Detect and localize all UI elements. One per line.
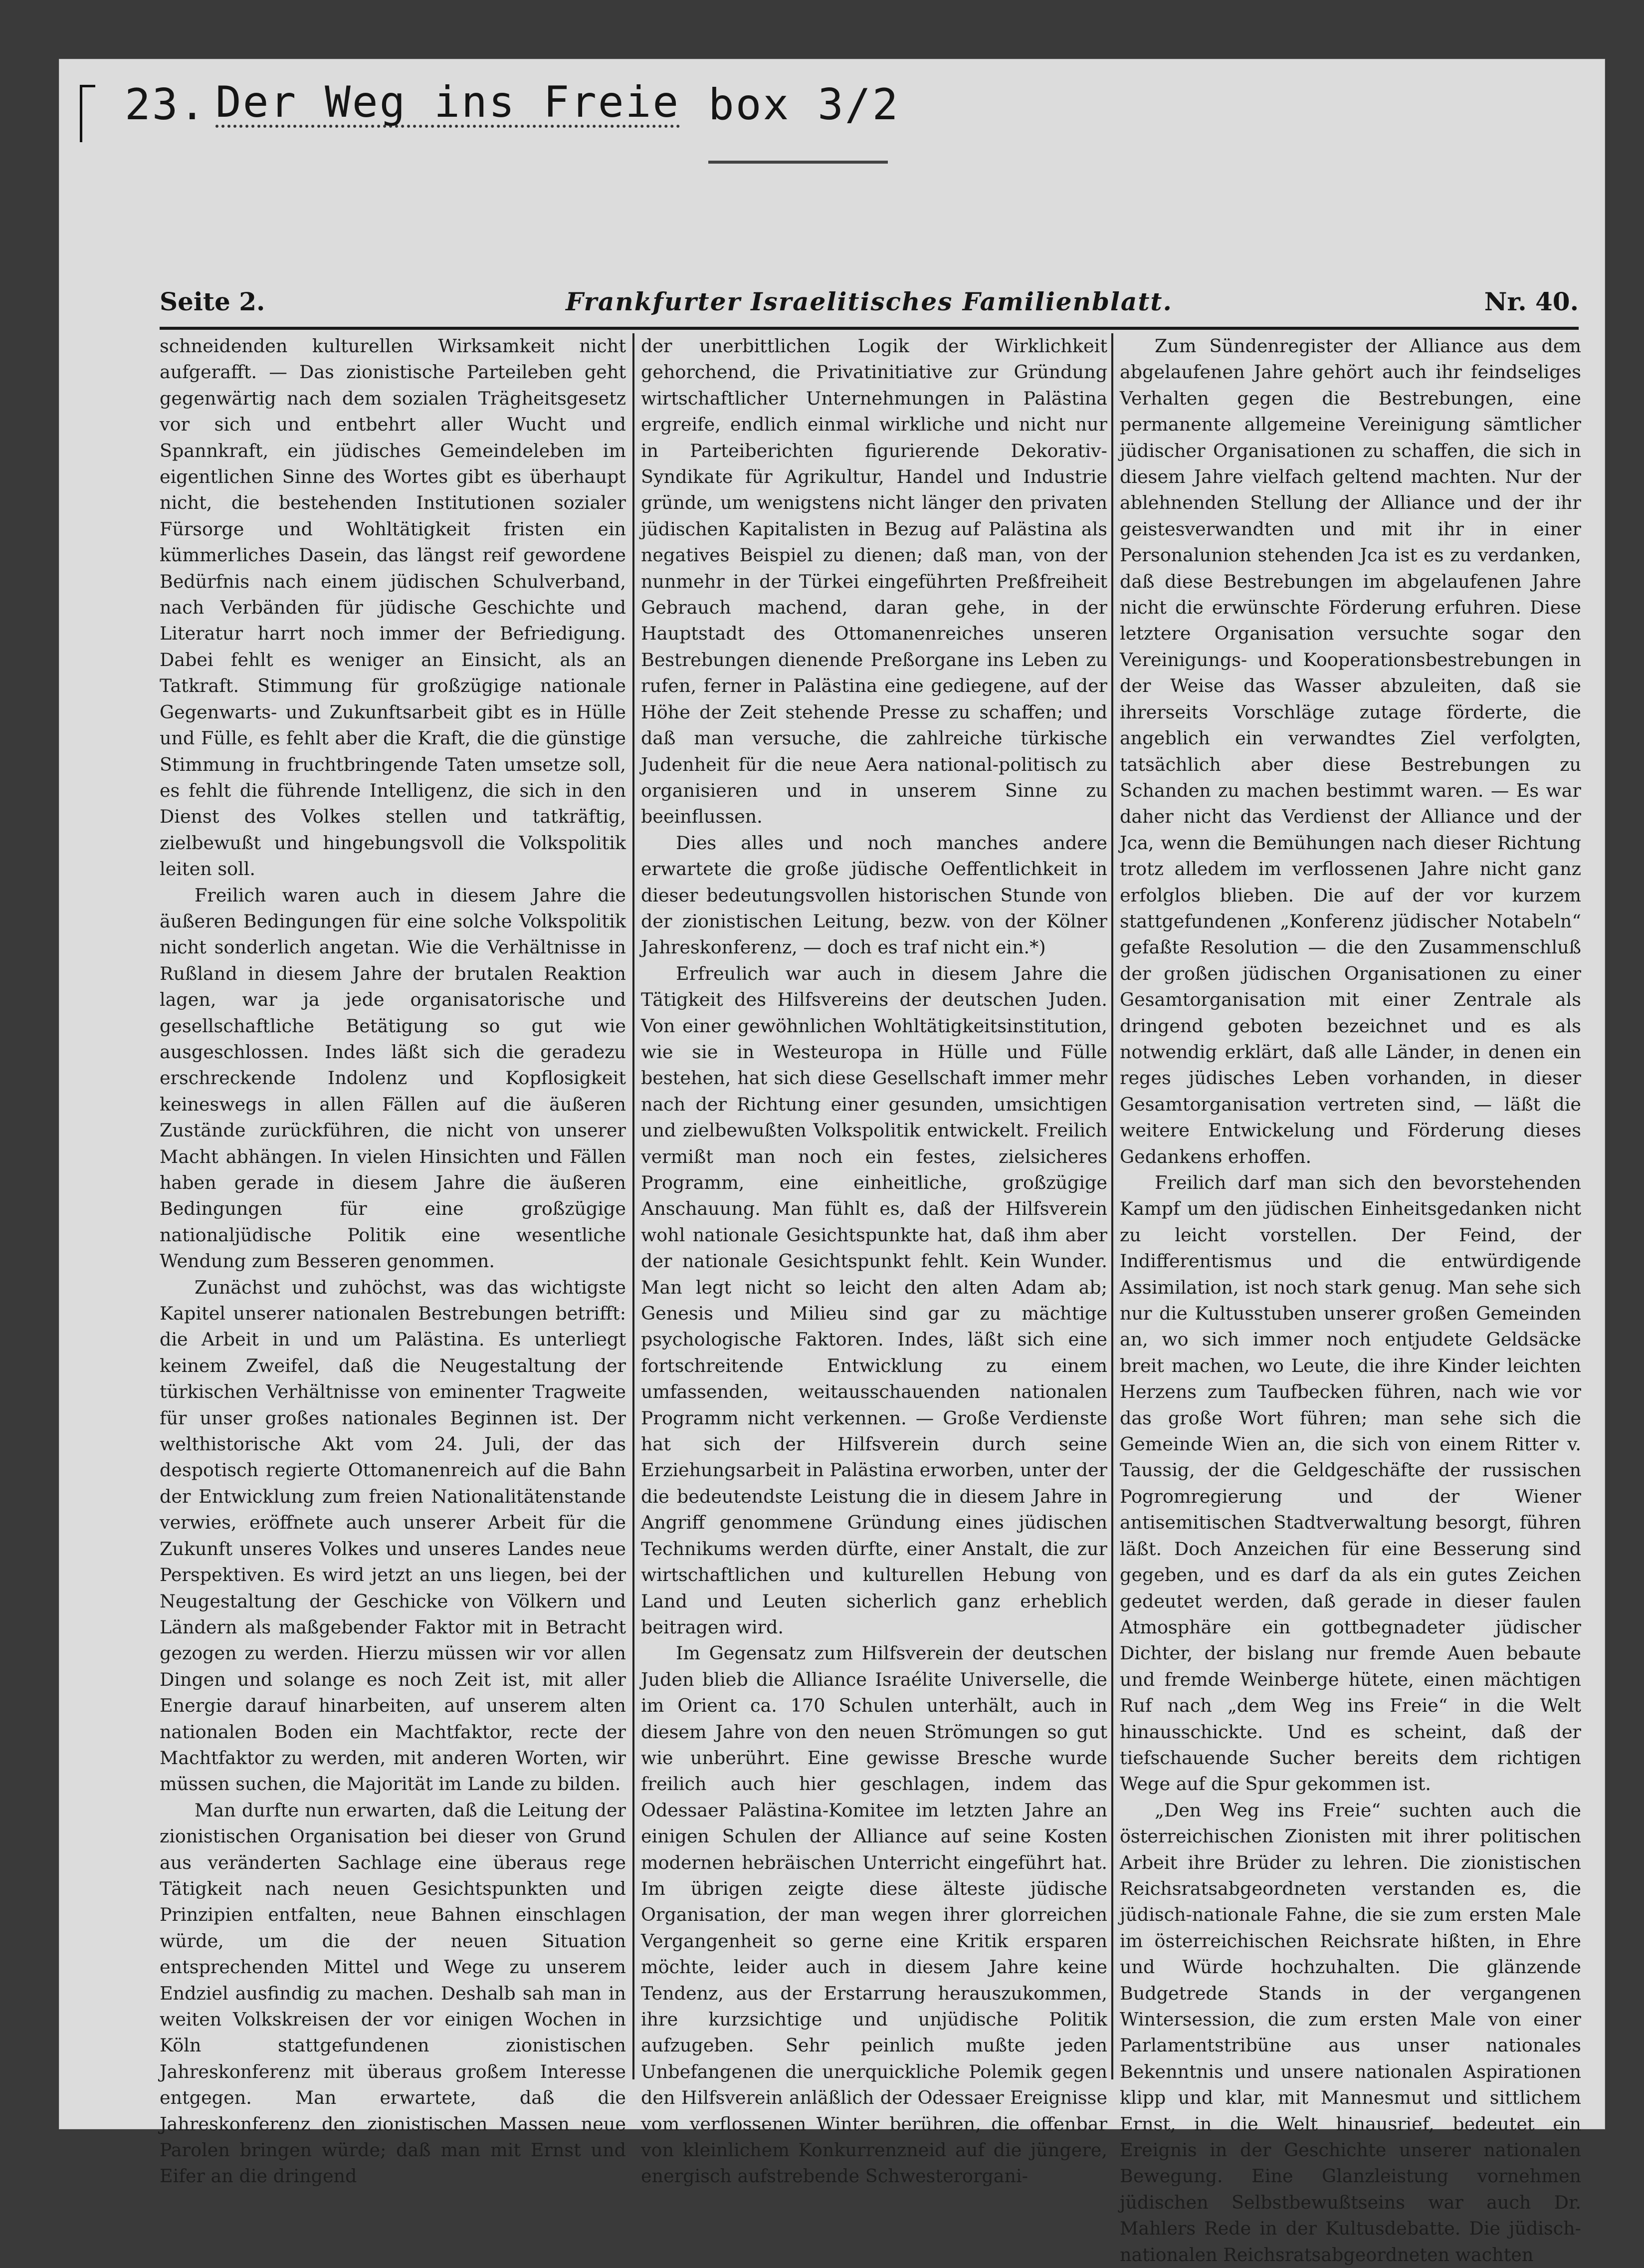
archive-bracket-mark <box>80 85 95 142</box>
page-number: Seite 2. <box>160 287 265 316</box>
column-rule-2 <box>1111 333 1113 2079</box>
issue-number: Nr. 40. <box>1484 287 1579 316</box>
paragraph: der unerbittlichen Logik der Wirklichkeit gehorchend, die Privatinitiative zur Gründung wirtschaftlicher Unternehmungen in Palästina ergreife, endlich einmal wirkliche und nicht nur in Parteiberichten figurierende Dekorativ-Syndikate für Agrikultur, Handel und Industrie gründe, um wenigstens nicht länger den privaten jüdischen Kapitalisten in Bezug auf Palästina als negatives Beispiel zu dienen; daß man, von der nunmehr in der Türkei eingeführten Preßfreiheit Gebrauch machend, daran gehe, in der Hauptstadt des Ottomanenreiches unseren Bestrebungen dienende Preßorgane ins Leben zu rufen, ferner in Palästina eine gediegene, auf der Höhe der Zeit stehende Presse zu schaffen; und daß man versuche, die zahlreiche türkische Judenheit für die neue Aera national-politisch zu organisieren und in unserem Sinne zu beeinflussen. <box>641 335 1107 828</box>
paragraph: Freilich darf man sich den bevorstehenden Kampf um den jüdischen Einheitsgedanken nicht zu leicht vorstellen. Der Feind, der Indifferentismus und die entwürdigende Assimilation, ist noch stark genug. Man sehe sich nur die Kultusstuben unserer großen Gemeinden an, wo sich immer noch entjudete Geldsäcke breit machen, wo Leute, die ihre Kinder leichten Herzens zum Taufbecken führen, nach wie vor das große Wort führen; man sehe sich die Gemeinde Wien an, die sich von einem Ritter v. Taussig, der die Geldgeschäfte der russischen Pogromregierung und der Wiener antisemitischen Stadtverwaltung besorgt, führen läßt. Doch Anzeichen für eine Besserung sind gegeben, und es darf da als ein gutes Zeichen gedeutet werden, daß gerade in dieser faulen Atmosphäre ein gottbegnadeter jüdischer Dichter, der bislang nur fremde Auen bebaute und fremde Weinberge hütete, einen mächtigen Ruf nach „dem Weg ins Freie“ in die Welt hinausschickte. Und es scheint, daß der tiefschauende Sucher bereits dem richtigen Wege auf die Spur gekommen ist. <box>1120 1172 1581 1795</box>
paragraph: Zum Sündenregister der Alliance aus dem abgelaufenen Jahre gehört auch ihr feindseliges Verhalten gegen die Bestrebungen, eine permanente allgemeine Vereinigung sämtlicher jüdischer Organisationen zu schaffen, die sich in diesem Jahre vielfach geltend machten. Nur der ablehnenden Stellung der Alliance und der ihr geistesverwandten und mit ihr in einer Personalunion stehenden Jca ist es zu verdanken, daß diese Bestrebungen im abgelaufenen Jahre nicht die erwünschte Förderung erfuhren. Diese letztere Organisation versuchte sogar den Vereinigungs- und Kooperationsbestrebungen in der Weise das Wasser abzuleiten, daß sie ihrerseits Vorschläge zutage förderte, die angeblich ein verwandtes Ziel verfolgten, tatsächlich aber diese Bestrebungen zu Schanden zu machen bestimmt waren. — Es war daher nicht das Verdienst der Alliance und der Jca, wenn die Bemühungen nach dieser Richtung trotz alledem im verflossenen Jahre nicht ganz erfolglos blieben. Die auf der vor kurzem stattgefundenen „Konferenz jüdischer Notabeln“ gefaßte Resolution — die den Zusammenschluß der großen jüdischen Organisationen zu einer Gesamtorganisation mit einer Zentrale als dringend geboten bezeichnet und es als notwendig erklärt, daß alle Länder, in denen ein reges jüdisches Leben vorhanden, in dieser Gesamtorganisation vertreten sind, — läßt die weitere Entwickelung und Förderung dieses Gedankens erhoffen. <box>1120 335 1581 1167</box>
archive-label-title: Der Weg ins Freie <box>215 77 680 127</box>
archive-label-box: box 3/2 <box>708 80 900 130</box>
archive-label-number: 23. <box>125 80 207 130</box>
article-column-2 <box>641 333 1107 2187</box>
paragraph: Erfreulich war auch in diesem Jahre die Tätigkeit des Hilfsvereins der deutschen Juden. Von einer gewöhnlichen Wohltätigkeitsinstitution, wie sie in Westeuropa in Hülle und Fülle bestehen, hat sich diese Gesellschaft immer mehr nach der Richtung einer gesunden, umsichtigen und zielbewußten Volkspolitik entwickelt. Freilich vermißt man noch ein festes, zielsicheres Programm, eine einheitliche, großzügige Anschauung. Man fühlt es, daß der Hilfsverein wohl nationale Gesichtspunkte hat, daß ihm aber der nationale Gesichtspunkt fehlt. Kein Wunder. Man legt nicht so leicht den alten Adam ab; Genesis und Milieu sind gar zu mächtige psychologische Faktoren. Indes, läßt sich eine fortschreitende Entwicklung zu einem umfassenden, weitausschauenden nationalen Programm nicht verkennen. — Große Verdienste hat sich der Hilfsverein durch seine Erziehungsarbeit in Palästina erworben, unter der die bedeutendste Leistung die in diesem Jahre in Angriff genommene Gründung eines jüdischen Technikums werden dürfte, einer Anstalt, die zur wirtschaftlichen und kulturellen Hebung von Land und Leuten sicherlich ganz erheblich beitragen wird. <box>641 962 1107 1638</box>
paragraph: Zunächst und zuhöchst, was das wichtigste Kapitel unserer nationalen Bestrebungen betrifft: die Arbeit in und um Palästina. Es unterliegt keinem Zweifel, daß die Neugestaltung der türkischen Verhältnisse von eminenter Tragweite für unser großes nationales Beginnen ist. Der welthistorische Akt vom 24. Juli, der das despotisch regierte Ottomanenreich auf die Bahn der Entwicklung zum freien Nationalitätenstande verwies, eröffnete auch unserer Arbeit für die Zukunft unseres Volkes und unseres Landes neue Perspektiven. Es wird jetzt an uns liegen, bei der Neugestaltung der Geschicke von Völkern und Ländern als maßgebender Faktor mit in Betracht gezogen zu werden. Hierzu müssen wir vor allen Dingen und solange es noch Zeit ist, mit aller Energie darauf hinarbeiten, auf unserem alten nationalen Boden ein Machtfaktor, recte der Machtfaktor zu werden, mit anderen Worten, wir müssen suchen, die Majorität im Lande zu bilden. <box>160 1276 626 1795</box>
archive-label-underline <box>708 161 888 164</box>
article-column-3 <box>1120 333 1581 2266</box>
paragraph: Freilich waren auch in diesem Jahre die äußeren Bedingungen für eine solche Volkspolitik nicht sonderlich angetan. Wie die Verhältnisse in Rußland in diesem Jahre der brutalen Reaktion lagen, war ja jede organisatorische und gesellschaftliche Betätigung so gut wie ausgeschlossen. Indes läßt sich die geradezu erschreckende Indolenz und Kopflosigkeit keineswegs in allen Fällen auf die äußeren Zustände zurückführen, die nicht von unserer Macht abhängen. In vielen Hinsichten und Fällen haben gerade in diesem Jahre die äußeren Bedingungen für eine großzügige nationaljüdische Politik eine wesentliche Wendung zum Besseren genommen. <box>160 884 626 1272</box>
paragraph: Im Gegensatz zum Hilfsverein der deutschen Juden blieb die Alliance Israélite Universelle, die im Orient ca. 170 Schulen unterhält, auch in diesem Jahre von den neuen Strömungen so gut wie unberührt. Eine gewisse Bresche wurde freilich auch hier geschlagen, indem das Odessaer Palästina-Komitee im letzten Jahre an einigen Schulen der Alliance auf seine Kosten modernen hebräischen Unterricht eingeführt hat. Im übrigen zeigte diese älteste jüdische Organisation, der man wegen ihrer glorreichen Vergangenheit so gerne eine Kritik ersparen möchte, leider auch in diesem Jahre keine Tendenz, aus der Erstarrung herauszukommen, ihre kurzsichtige und unjüdische Politik aufzugeben. Sehr peinlich mußte jeden Unbefangenen die unerquickliche Polemik gegen den Hilfsverein anläßlich der Odessaer Ereignisse vom verflossenen Winter berühren, die offenbar von kleinlichem Konkurrenzneid auf die jüngere, energisch aufstrebende Schwesterorgani- <box>641 1642 1107 2187</box>
paragraph: Dies alles und noch manches andere erwartete die große jüdische Oeffentlichkeit in dieser bedeutungsvollen historischen Stunde von der zionistischen Leitung, bezw. von der Kölner Jahreskonferenz, — doch es traf nicht ein.*) <box>641 832 1107 958</box>
newspaper-name: Frankfurter Israelitisches Familienblatt. <box>566 287 1173 316</box>
paragraph: Man durfte nun erwarten, daß die Leitung der zionistischen Organisation bei dieser von Grund aus veränderten Sachlage eine überaus rege Tätigkeit nach neuen Gesichtspunkten und Prinzipien entfalten, neue Bahnen einschlagen würde, um die der neuen Situation entsprechenden Mittel und Wege zu unserem Endziel ausfindig zu machen. Deshalb sah man in weiten Volkskreisen der vor einigen Wochen in Köln stattgefundenen zionistischen Jahreskonferenz mit überaus großem Interesse entgegen. Man erwartete, daß die Jahreskonferenz den zionistischen Massen neue Parolen bringen würde; daß man mit Ernst und Eifer an die dringend <box>160 1799 626 2187</box>
paragraph: schneidenden kulturellen Wirksamkeit nicht aufgerafft. — Das zionistische Parteileben geht gegenwärtig nach dem sozialen Trägheitsgesetz vor sich und entbehrt aller Wucht und Spannkraft, ein jüdisches Gemeindeleben im eigentlichen Sinne des Wortes gibt es überhaupt nicht, die bestehenden Institutionen sozialer Fürsorge und Wohltätigkeit fristen ein kümmerliches Dasein, das längst reif gewordene Bedürfnis nach einem jüdischen Schulverband, nach Verbänden für jüdische Geschichte und Literatur harrt noch immer der Befriedigung. Dabei fehlt es weniger an Einsicht, als an Tatkraft. Stimmung für großzügige nationale Gegenwarts- und Zukunftsarbeit gibt es in Hülle und Fülle, es fehlt aber die Kraft, die die günstige Stimmung in fruchtbringende Taten umsetze soll, es fehlt die führende Intelligenz, die sich in den Dienst des Volkes stellen und tatkräftig, zielbewußt und hingebungsvoll die Volkspolitik leiten soll. <box>160 335 626 880</box>
newspaper-masthead <box>160 287 1579 330</box>
article-column-1 <box>160 333 626 2187</box>
column-rule-1 <box>632 333 634 2079</box>
paragraph: „Den Weg ins Freie“ suchten auch die österreichischen Zionisten mit ihrer politischen Arbeit ihre Brüder zu lehren. Die zionistischen Reichsratsabgeordneten verstanden es, die jüdisch-nationale Fahne, die sie zum ersten Male im österreichischen Reichsrate hißten, in Ehre und Würde hochzuhalten. Die glänzende Budgetrede Stands in der vergangenen Wintersession, die zum ersten Male von einer Parlamentstribüne aus unser nationales Bekenntnis und unsere nationalen Aspirationen klipp und klar, mit Mannesmut und sittlichem Ernst, in die Welt hinausrief, bedeutet ein Ereignis in der Geschichte unserer nationalen Bewegung. Eine Glanzleistung vornehmen jüdischen Selbstbewußtseins war auch Dr. Mahlers Rede in der Kultusdebatte. Die jüdisch-nationalen Reichsratsabgeordneten wachten <box>1120 1799 1581 2266</box>
